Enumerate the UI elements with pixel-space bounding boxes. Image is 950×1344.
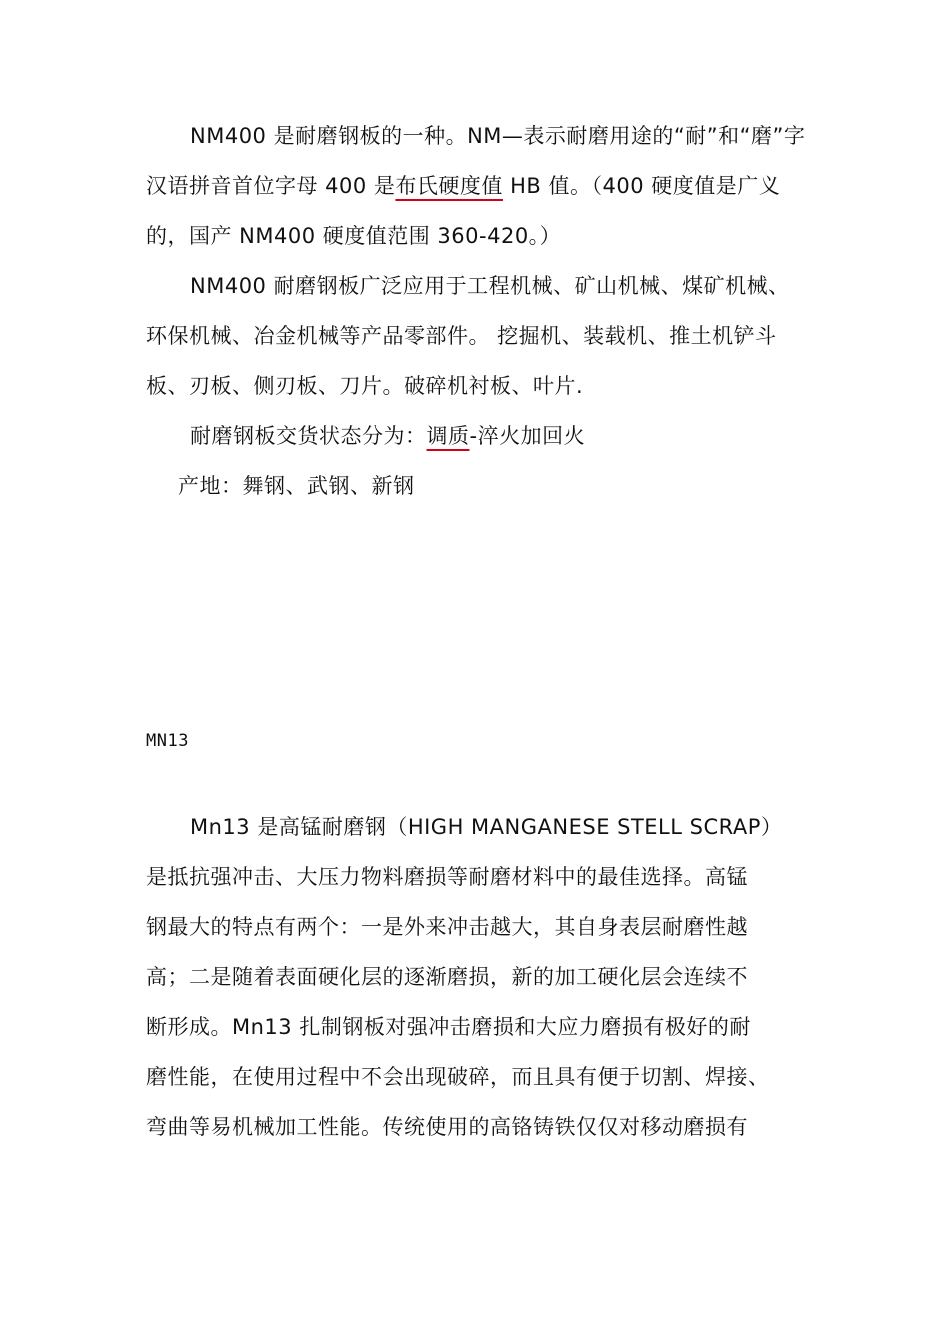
brinell-hardness-term: 布氏硬度值: [395, 174, 503, 198]
nm400-intro-line-3: 的，国产 NM400 硬度值范围 360-420。）: [146, 224, 562, 248]
quench-temper-term: 调质: [426, 424, 470, 448]
mn13-line-7: 弯曲等易机械加工性能。传统使用的高铬铸铁仅仅对移动磨损有: [146, 1115, 748, 1139]
nm400-intro-line-2: [146, 172, 780, 200]
nm400-intro-line-1: NM400 是耐磨钢板的一种。NM—表示耐磨用途的“耐”和“磨”字: [190, 124, 806, 148]
nm400-application-line-2: 环保机械、冶金机械等产品零部件。 挖掘机、装载机、推土机铲斗: [146, 324, 777, 348]
delivery-state-suffix: -淬火加回火: [469, 424, 586, 448]
nm400-application-line-3: 板、刃板、侧刃板、刀片。破碎机衬板、叶片.: [146, 374, 584, 398]
delivery-state-prefix: 耐磨钢板交货状态分为：: [190, 424, 427, 448]
mn13-line-2: 是抵抗强冲击、大压力物料磨损等耐磨材料中的最佳选择。高锰: [146, 865, 748, 889]
mn13-line-6: 磨性能，在使用过程中不会出现破碎，而且具有便于切割、焊接、: [146, 1065, 770, 1089]
mn13-line-3: 钢最大的特点有两个：一是外来冲击越大，其自身表层耐磨性越: [146, 915, 748, 939]
delivery-state-line: [190, 422, 585, 450]
mn13-line-5: 断形成。Mn13 扎制钢板对强冲击磨损和大应力磨损有极好的耐: [146, 1015, 751, 1039]
origin-line: 产地：舞钢、武钢、新钢: [178, 474, 415, 498]
nm400-application-line-1: NM400 耐磨钢板广泛应用于工程机械、矿山机械、煤矿机械、: [190, 274, 790, 298]
mn13-line-4: 高；二是随着表面硬化层的逐渐磨损，新的加工硬化层会连续不: [146, 965, 748, 989]
nm400-intro-line-2-end: HB 值。（400 硬度值是广义: [502, 174, 781, 198]
nm400-intro-line-2-start: 汉语拼音首位字母 400 是: [146, 174, 396, 198]
mn13-line-1: Mn13 是高锰耐磨钢（HIGH MANGANESE STELL SCRAP）: [190, 815, 783, 839]
mn13-heading: MN13: [146, 731, 189, 751]
